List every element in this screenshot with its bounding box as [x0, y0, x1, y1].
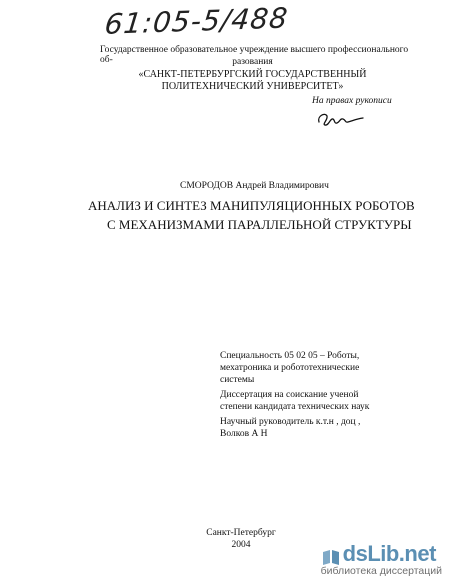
thesis-title-line-1: АНАЛИЗ И СИНТЕЗ МАНИПУЛЯЦИОННЫХ РОБОТОВ	[88, 198, 415, 213]
institution-line-2: разования	[232, 57, 273, 67]
watermark[interactable]	[321, 541, 442, 577]
book-logo-icon	[321, 548, 341, 566]
rights-note: На правах рукописи	[312, 96, 392, 106]
author-name: СМОРОДОВ Андрей Владимирович	[180, 181, 329, 191]
institution-line-3: «САНКТ-ПЕТЕРБУРГСКИЙ ГОСУДАРСТВЕННЫЙ	[138, 69, 367, 80]
specialty-line-2: мехатроника и робототехнические	[220, 363, 360, 373]
dissertation-line-1: Диссертация на соискание ученой	[220, 390, 359, 400]
specialty-line-1: Специальность 05 02 05 – Роботы,	[220, 351, 360, 361]
institution-line-4: ПОЛИТЕХНИЧЕСКИЙ УНИВЕРСИТЕТ»	[161, 81, 344, 92]
dissertation-line-2: степени кандидата технических наук	[220, 402, 370, 412]
handwritten-code: 61:05-5/488	[103, 1, 290, 41]
watermark-brand: dsLib.net	[342, 541, 436, 566]
footer-year: 2004	[231, 540, 251, 550]
signature	[316, 108, 366, 130]
watermark-subtitle: библиотека диссертаций	[320, 565, 442, 577]
thesis-title-line-2: С МЕХАНИЗМАМИ ПАРАЛЛЕЛЬНОЙ СТРУКТУРЫ	[107, 217, 412, 232]
specialty-line-3: системы	[220, 375, 255, 385]
institution-line-1: Государственное образовательное учреждение высшего профессионального об-	[100, 45, 409, 65]
supervisor-line-2: Волков А Н	[220, 429, 268, 439]
supervisor-line-1: Научный руководитель к.т.н , доц ,	[220, 417, 361, 427]
footer-city: Санкт-Петербург	[206, 528, 276, 538]
